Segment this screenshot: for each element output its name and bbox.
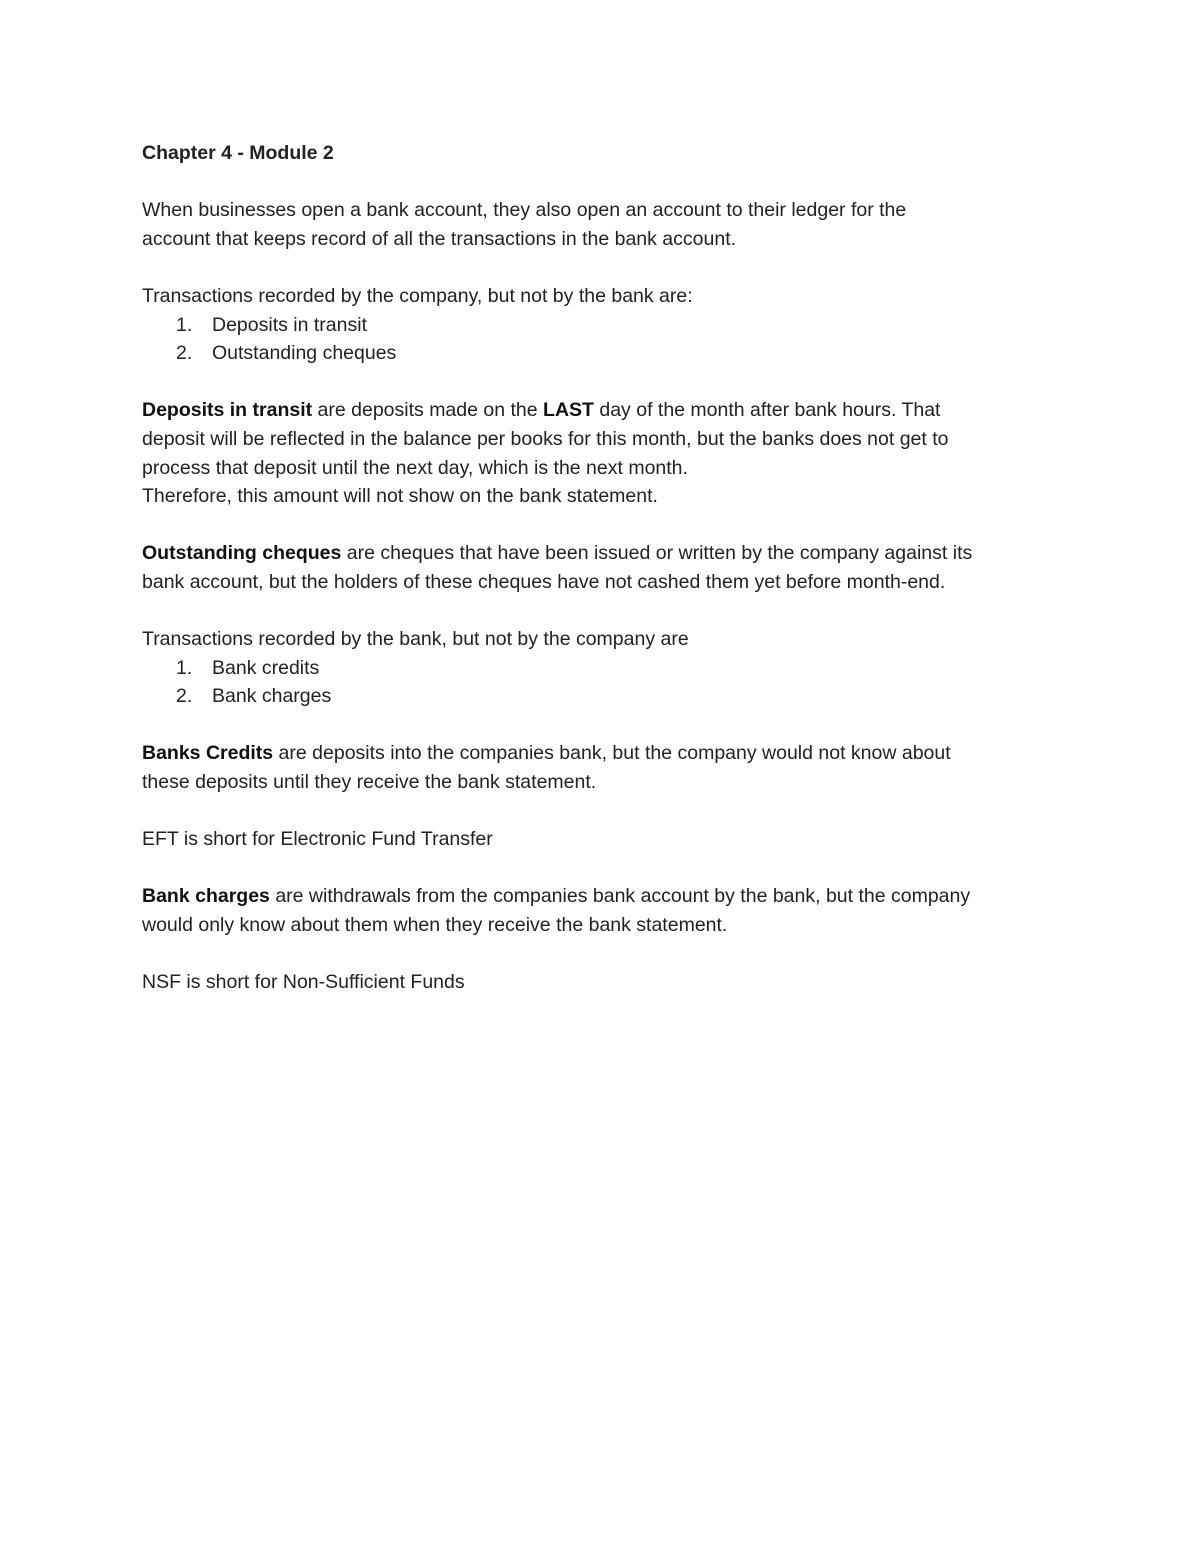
term-bank-credits: Banks Credits [142, 742, 274, 765]
bank-charges-paragraph [142, 882, 1072, 939]
definition-text: process that deposit until the next day, which is the next month. [142, 456, 688, 479]
definition-text: day of the month after bank hours. That [593, 399, 941, 422]
emphasis-last: LAST [543, 399, 594, 422]
list-item-label: Bank credits [212, 656, 320, 679]
outstanding-cheques-paragraph [142, 539, 1072, 596]
definition-text: these deposits until they receive the bank statement. [142, 771, 597, 794]
bank-not-company-heading: Transactions recorded by the bank, but not by the company are [142, 628, 689, 651]
nsf-note: NSF is short for Non-Sufficient Funds [142, 971, 465, 994]
list-number: 2. [176, 342, 193, 365]
intro-line: account that keeps record of all the transactions in the bank account. [142, 227, 737, 250]
spacer [142, 368, 1072, 397]
company-not-bank-heading: Transactions recorded by the company, but not by the bank are: [142, 284, 693, 307]
definition-text: are deposits into the companies bank, but the company would not know about [273, 742, 951, 765]
deposits-in-transit-paragraph [142, 396, 1072, 510]
spacer [142, 797, 1072, 826]
spacer [142, 854, 1072, 883]
intro-line: When businesses open a bank account, they also open an account to their ledger for the [142, 199, 907, 222]
list-number: 1. [176, 313, 193, 336]
list-number: 1. [176, 656, 193, 679]
definition-text: would only know about them when they receive the bank statement. [142, 914, 728, 937]
spacer [142, 940, 1072, 969]
list-item-label: Outstanding cheques [212, 342, 397, 365]
list-item [142, 339, 1072, 368]
definition-text: are cheques that have been issued or written by the company against its [341, 542, 973, 565]
page-title: Chapter 4 - Module 2 [142, 142, 334, 164]
definition-text: are deposits made on the [312, 399, 544, 422]
term-deposits-in-transit: Deposits in transit [142, 399, 313, 422]
definition-text: deposit will be reflected in the balance per books for this month, but the banks does not get to [142, 427, 949, 450]
term-outstanding-cheques: Outstanding cheques [142, 542, 342, 565]
eft-note: EFT is short for Electronic Fund Transfer [142, 828, 493, 851]
list-item-label: Deposits in transit [212, 313, 367, 336]
bank-not-company-list [142, 654, 1072, 711]
spacer [142, 168, 1072, 197]
list-number: 2. [176, 685, 193, 708]
bank-credits-paragraph [142, 739, 1072, 796]
intro-paragraph [142, 196, 1072, 253]
list-item [142, 311, 1072, 340]
spacer [142, 253, 1072, 282]
spacer [142, 597, 1072, 626]
definition-text: are withdrawals from the companies bank account by the bank, but the company [269, 885, 971, 908]
list-item [142, 654, 1072, 683]
spacer [142, 711, 1072, 740]
spacer [142, 511, 1072, 540]
list-item-label: Bank charges [212, 685, 332, 708]
document-body [142, 139, 1072, 997]
company-not-bank-list [142, 311, 1072, 368]
definition-text: Therefore, this amount will not show on the bank statement. [142, 485, 658, 508]
list-item [142, 682, 1072, 711]
term-bank-charges: Bank charges [142, 885, 270, 908]
definition-text: bank account, but the holders of these cheques have not cashed them yet before month-end. [142, 570, 946, 593]
